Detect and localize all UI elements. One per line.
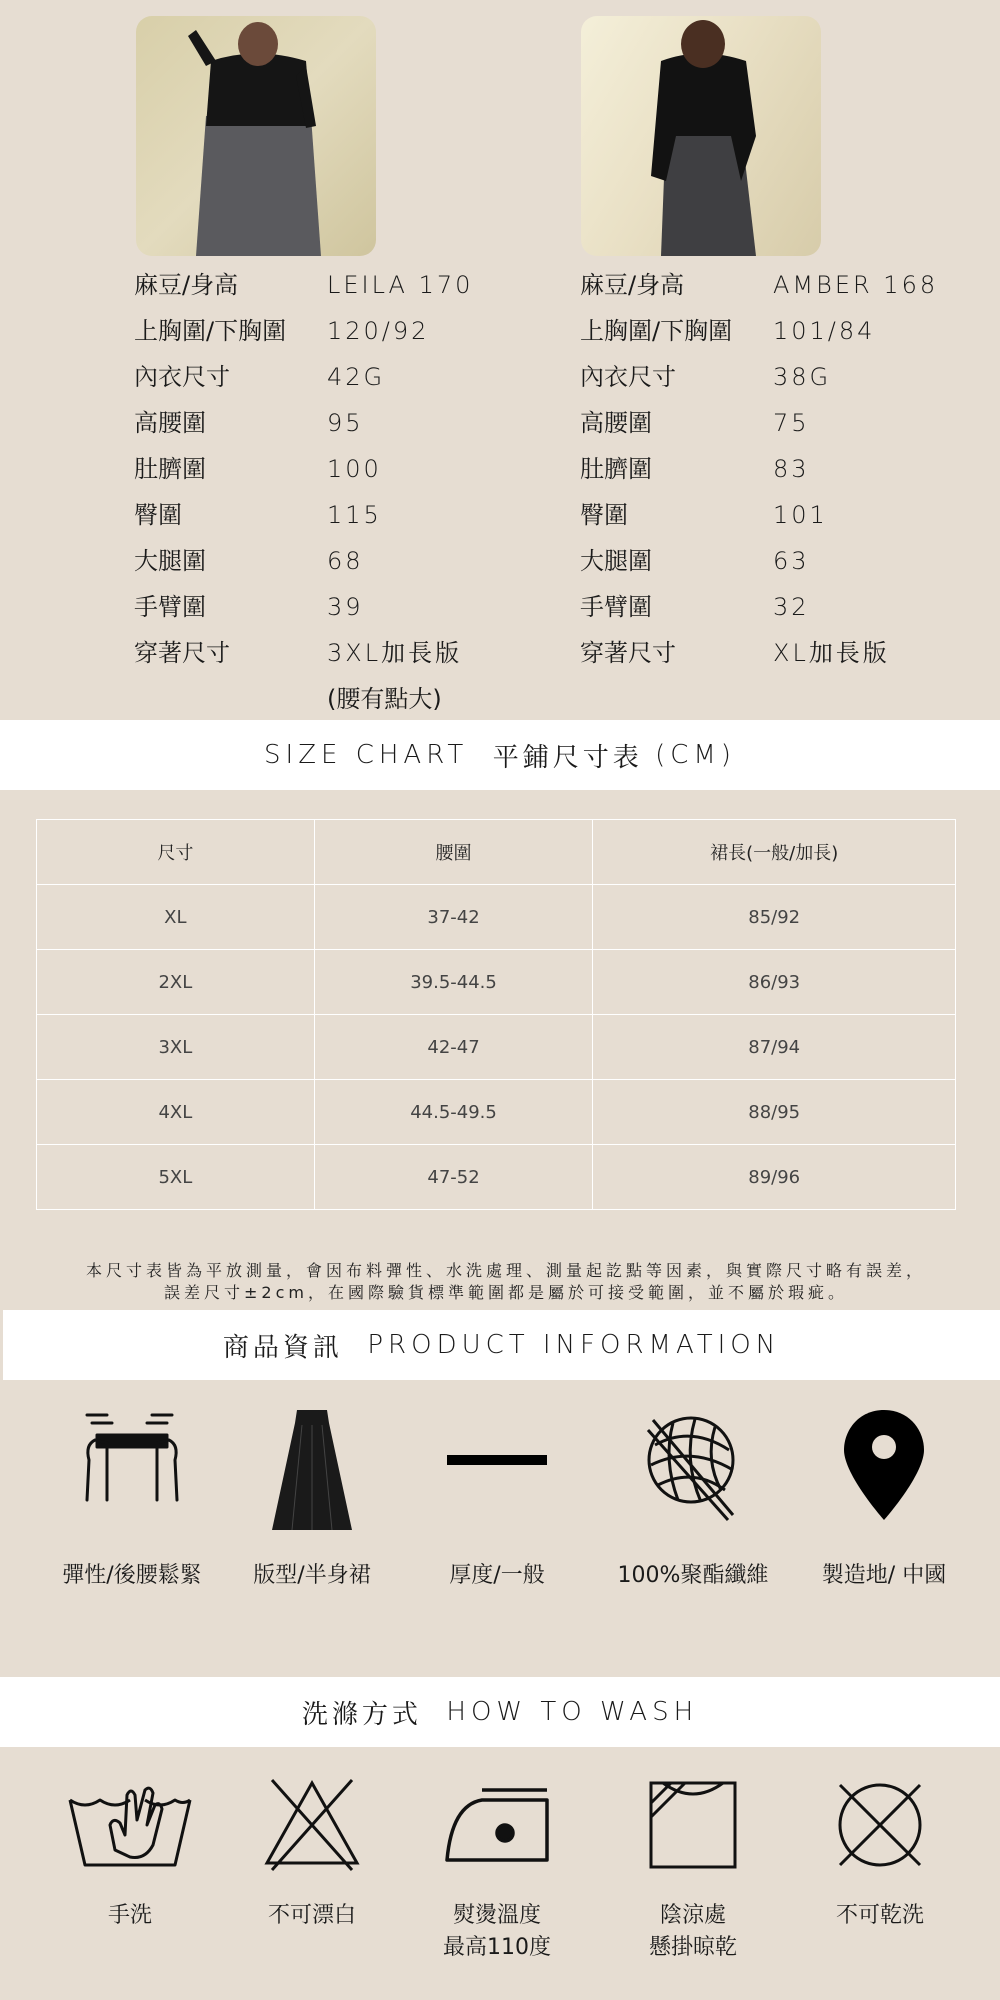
stat-row	[580, 357, 980, 403]
stat-label: 肚臍圍	[580, 455, 652, 483]
stat-row	[134, 587, 534, 633]
stat-row	[580, 449, 980, 495]
stat-value: 101/84	[773, 317, 876, 345]
wash-caption: 不可漂白	[267, 1903, 356, 1928]
stat-row	[580, 265, 980, 311]
table-row	[37, 1080, 956, 1145]
stat-label: 麻豆/身高	[580, 271, 685, 299]
table-cell: 39.5-44.5	[314, 950, 593, 1015]
stat-value: 3XL加長版	[327, 639, 463, 667]
no-dry-clean-icon	[785, 1775, 975, 1885]
stat-row	[580, 541, 980, 587]
stat-row	[580, 403, 980, 449]
stat-label: 大腿圍	[134, 547, 206, 575]
size-chart-banner	[0, 720, 1000, 790]
stat-value: 115	[327, 501, 382, 529]
iron-icon	[402, 1775, 592, 1885]
product-info-title-cjk: 商品資訊	[222, 1332, 343, 1363]
table-cell: 47-52	[314, 1145, 593, 1210]
stat-label: 手臂圍	[580, 593, 652, 621]
location-pin-icon	[789, 1405, 979, 1535]
stat-label: 內衣尺寸	[580, 363, 676, 391]
model-stats-leila	[134, 265, 534, 725]
stat-row	[580, 587, 980, 633]
stat-value: 63	[773, 547, 810, 575]
stat-row	[580, 495, 980, 541]
stat-value: 68	[327, 547, 364, 575]
size-chart-title-cjk: 平鋪尺寸表	[492, 742, 643, 773]
table-cell: 42-47	[314, 1015, 593, 1080]
stat-label: 高腰圍	[134, 409, 206, 437]
stat-label: 肚臍圍	[134, 455, 206, 483]
stat-value: 83	[773, 455, 810, 483]
stat-label: 大腿圍	[580, 547, 652, 575]
no-bleach-icon	[217, 1775, 407, 1885]
stat-value: 38G	[773, 363, 832, 391]
table-row	[37, 950, 956, 1015]
thickness-line-icon	[402, 1405, 592, 1535]
table-cell: 37-42	[314, 885, 593, 950]
product-caption: 彈性/後腰鬆緊	[62, 1563, 202, 1588]
hand-wash-icon	[35, 1775, 225, 1885]
stat-label: 手臂圍	[134, 593, 206, 621]
wash-title-cjk: 洗滌方式	[301, 1699, 422, 1730]
product-info-banner	[3, 1310, 1000, 1380]
stat-value: 100	[327, 455, 382, 483]
product-caption: 版型/半身裙	[253, 1563, 371, 1588]
stat-row	[134, 449, 534, 495]
table-header-size: 尺寸	[37, 820, 315, 885]
skirt-icon	[217, 1405, 407, 1535]
size-chart-unit: (CM)	[655, 740, 736, 770]
stat-label: 穿著尺寸	[134, 639, 230, 667]
table-cell: 87/94	[593, 1015, 956, 1080]
stat-row	[134, 541, 534, 587]
stat-value: 101	[773, 501, 828, 529]
stat-row	[580, 633, 980, 679]
wash-title-latin: HOW TO WASH	[446, 1697, 699, 1727]
stat-label: 上胸圍/下胸圍	[580, 317, 733, 345]
table-row	[37, 1015, 956, 1080]
table-header-waist: 腰圍	[314, 820, 593, 885]
stat-label: 穿著尺寸	[580, 639, 676, 667]
disclaimer-line-2: 誤差尺寸±2cm，在國際驗貨標準範圍都是屬於可接受範圍，並不屬於瑕疵。	[164, 1283, 848, 1302]
table-row	[37, 1145, 956, 1210]
fit-note: (腰有點大)	[327, 685, 442, 713]
stat-value: 120/92	[327, 317, 430, 345]
product-info-title-latin: PRODUCT INFORMATION	[367, 1330, 781, 1360]
stat-row	[134, 495, 534, 541]
stat-row	[134, 403, 534, 449]
wash-caption: 熨燙溫度 最高110度	[443, 1903, 551, 1960]
stat-label: 高腰圍	[580, 409, 652, 437]
stat-label: 內衣尺寸	[134, 363, 230, 391]
stat-value: LEILA 170	[327, 271, 474, 299]
stat-value: 32	[773, 593, 810, 621]
table-cell: 88/95	[593, 1080, 956, 1145]
stat-value: XL加長版	[773, 639, 890, 667]
table-header-row	[37, 820, 956, 885]
wash-caption: 不可乾洗	[835, 1903, 924, 1928]
yarn-ball-icon	[598, 1405, 788, 1535]
size-disclaimer	[36, 1260, 976, 1304]
stat-label: 上胸圍/下胸圍	[134, 317, 287, 345]
stat-row	[134, 311, 534, 357]
stat-note-row	[134, 679, 534, 725]
stat-row	[134, 265, 534, 311]
stat-row	[580, 311, 980, 357]
stat-row	[134, 357, 534, 403]
disclaimer-line-1: 本尺寸表皆為平放測量，會因布料彈性、水洗處理、測量起訖點等因素，與實際尺寸略有誤差，	[85, 1261, 926, 1280]
product-caption: 100%聚酯纖維	[617, 1563, 769, 1588]
product-caption: 厚度/一般	[449, 1563, 545, 1588]
size-chart-title-latin: SIZE CHART	[264, 740, 469, 770]
stat-row	[134, 633, 534, 679]
stat-label: 臀圍	[580, 501, 628, 529]
table-cell: 2XL	[37, 950, 315, 1015]
stretch-band-icon	[37, 1405, 227, 1535]
stat-value: 95	[327, 409, 364, 437]
stat-value: 75	[773, 409, 810, 437]
wash-caption: 手洗	[107, 1903, 152, 1928]
product-caption: 製造地/ 中國	[821, 1563, 947, 1588]
model-photo-leila	[136, 16, 376, 256]
stat-value: 42G	[327, 363, 386, 391]
stat-value: 39	[327, 593, 364, 621]
model-stats-amber	[580, 265, 980, 679]
table-cell: 85/92	[593, 885, 956, 950]
shade-dry-icon	[598, 1775, 788, 1885]
table-cell: 44.5-49.5	[314, 1080, 593, 1145]
table-cell: 86/93	[593, 950, 956, 1015]
table-cell: 89/96	[593, 1145, 956, 1210]
table-cell: 3XL	[37, 1015, 315, 1080]
table-header-length: 裙長(一般/加長)	[593, 820, 956, 885]
table-row	[37, 885, 956, 950]
stat-label: 麻豆/身高	[134, 271, 239, 299]
wash-banner	[0, 1677, 1000, 1747]
wash-caption: 陰涼處 懸掛晾乾	[648, 1903, 737, 1960]
model-photo-amber	[581, 16, 821, 256]
table-cell: 5XL	[37, 1145, 315, 1210]
table-cell: 4XL	[37, 1080, 315, 1145]
stat-label: 臀圍	[134, 501, 182, 529]
stat-value: AMBER 168	[773, 271, 939, 299]
size-table	[36, 819, 956, 1210]
table-cell: XL	[37, 885, 315, 950]
